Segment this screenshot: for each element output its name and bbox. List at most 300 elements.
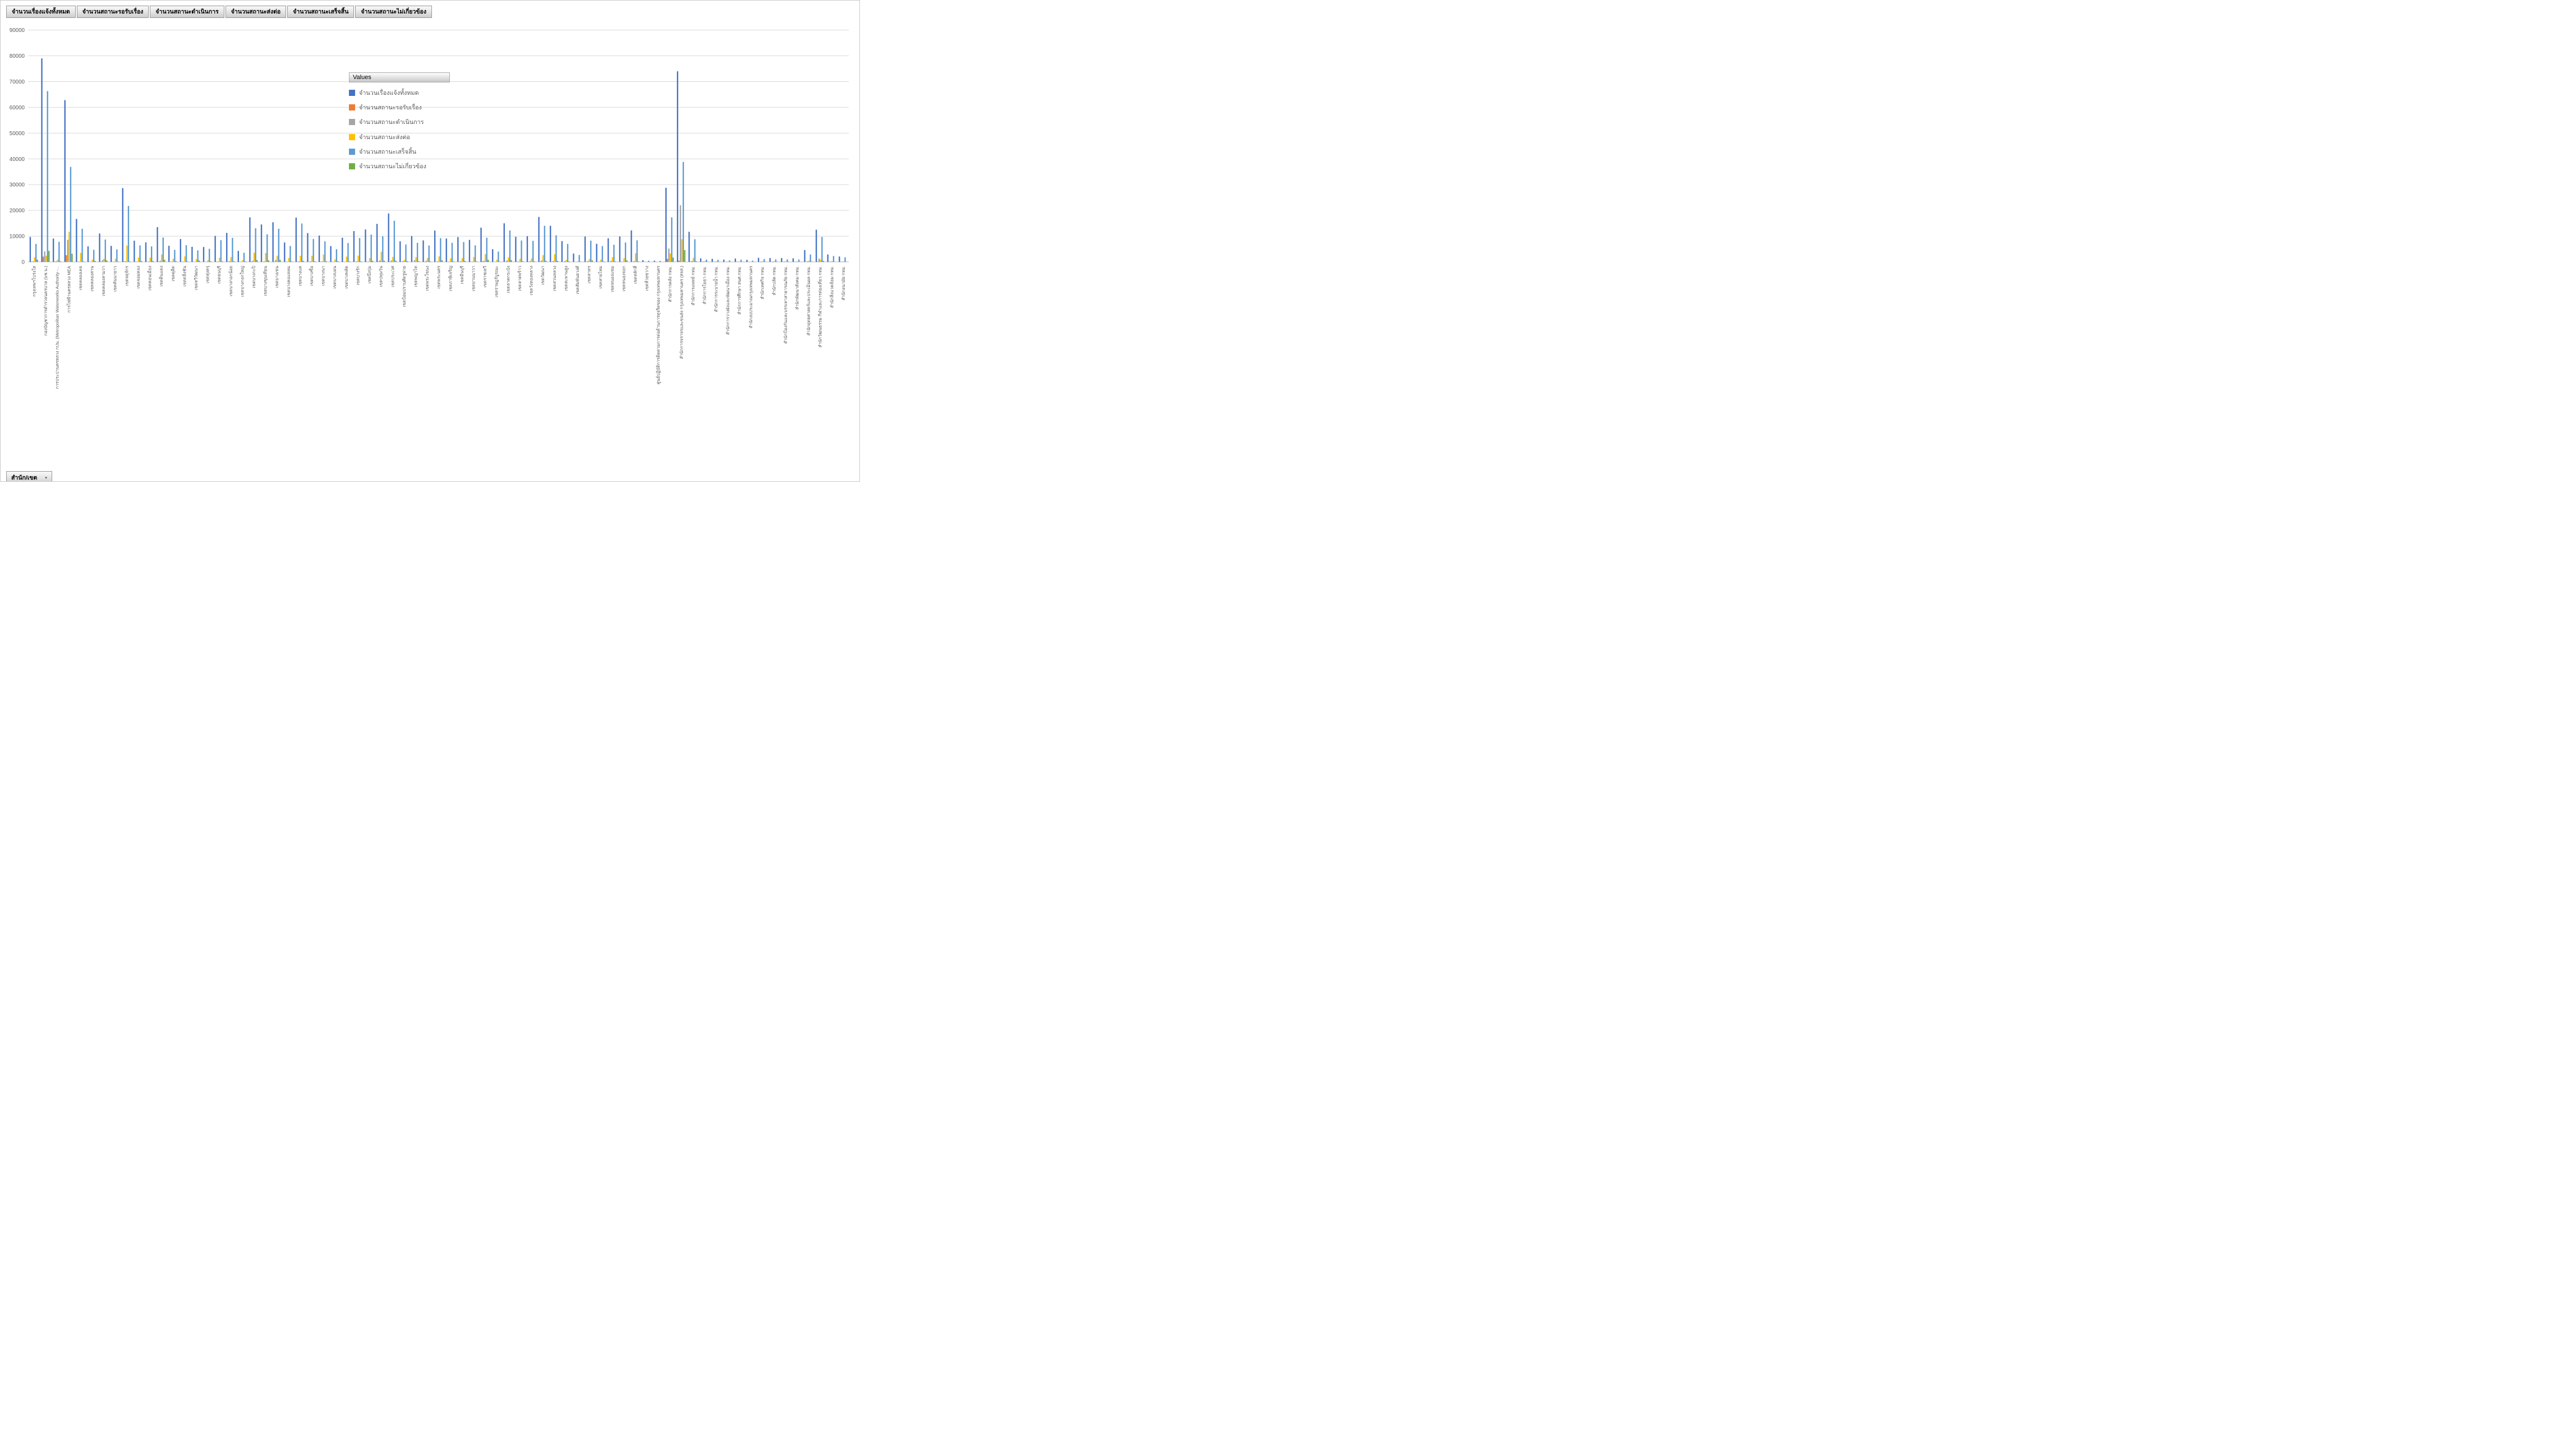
bar-series-5 — [371, 234, 372, 262]
bar-series-5 — [359, 238, 360, 262]
x-category-label: กรุงเทพฯโปร่งใส — [31, 266, 37, 297]
legend-entry — [349, 144, 450, 159]
y-tick-label: 90000 — [9, 27, 25, 34]
bar-series-6 — [823, 261, 824, 262]
x-category-label: สำนักปลัด กทม. — [771, 266, 777, 296]
x-category-label: เขตพระนคร — [436, 266, 441, 289]
bar-series-4 — [311, 256, 312, 262]
legend-entry-label: จำนวนสถานะไม่เกี่ยวข้อง — [359, 163, 426, 171]
bar-series-3 — [460, 261, 461, 262]
bar-series-5 — [763, 259, 765, 262]
bar-series-4 — [369, 258, 370, 262]
y-tick-label: 10000 — [9, 233, 25, 240]
legend-swatch-icon — [349, 134, 355, 140]
bar-series-1 — [88, 246, 89, 262]
bar-series-5 — [105, 239, 106, 262]
x-category-label: เขตบางรัก — [355, 266, 361, 285]
bar-series-4 — [288, 258, 289, 262]
bar-series-5 — [590, 241, 591, 262]
x-category-label: สำนักอนามัย กทม. — [840, 266, 846, 301]
bar-series-1 — [99, 233, 100, 262]
bar-series-5 — [429, 246, 430, 262]
bar-series-1 — [168, 246, 169, 262]
bar-series-4 — [277, 256, 278, 262]
bar-series-6 — [83, 261, 84, 262]
bar-series-3 — [541, 260, 542, 262]
x-category-label: เขตป้อมปราบศัตรูพ่าย — [401, 266, 407, 307]
bar-series-1 — [758, 258, 759, 262]
bar-series-6 — [71, 254, 72, 262]
bar-series-5 — [47, 91, 48, 262]
bar-series-1 — [111, 246, 112, 262]
legend-entry — [349, 100, 450, 114]
bar-series-5 — [394, 221, 395, 262]
bar-series-5 — [452, 243, 453, 262]
bar-series-1 — [342, 238, 343, 262]
bar-series-1 — [122, 188, 123, 262]
bar-series-3 — [830, 261, 831, 262]
bar-series-5 — [729, 260, 730, 262]
bar-series-5 — [128, 206, 129, 262]
x-category-label: สำนักการวางผังและพัฒนาเมือง กทม. — [725, 266, 730, 335]
legend-entry-label: จำนวนสถานะส่งต่อ — [359, 133, 410, 141]
bar-series-2 — [31, 261, 32, 262]
bar-series-5 — [740, 260, 742, 262]
bar-series-4 — [161, 255, 162, 262]
bar-series-4 — [415, 257, 416, 262]
bar-series-5 — [324, 241, 325, 262]
bar-series-6 — [118, 261, 119, 262]
bar-series-5 — [139, 245, 140, 262]
bar-series-4 — [323, 255, 324, 262]
bar-series-5 — [833, 256, 834, 262]
bar-series-3 — [102, 260, 103, 262]
bar-series-1 — [214, 236, 215, 262]
x-category-label: เขตหนองจอก — [621, 266, 627, 292]
bar-series-5 — [243, 253, 245, 262]
bar-series-2 — [482, 261, 483, 262]
bar-series-1 — [492, 249, 493, 262]
bar-series-1 — [41, 58, 42, 262]
y-tick-label: 0 — [21, 259, 25, 266]
bar-series-1 — [191, 247, 192, 262]
legend-entry — [349, 115, 450, 130]
legend-swatch-icon — [349, 119, 355, 125]
bar-series-1 — [770, 258, 771, 262]
bar-series-3 — [622, 261, 623, 262]
bar-series-5 — [498, 252, 499, 262]
bar-series-6 — [510, 260, 512, 262]
x-category-label: เขตดุสิต — [170, 266, 176, 282]
bar-series-4 — [623, 258, 624, 262]
legend-swatch-icon — [349, 149, 355, 155]
bar-series-6 — [684, 250, 685, 262]
bar-series-1 — [735, 259, 736, 262]
bar-series-2 — [690, 261, 691, 262]
bar-series-3 — [807, 261, 808, 262]
bar-series-4 — [473, 257, 474, 262]
bar-series-3 — [449, 261, 450, 262]
bar-series-6 — [453, 261, 454, 262]
bar-series-4 — [173, 259, 174, 262]
bar-series-3 — [633, 261, 634, 262]
bar-series-3 — [553, 261, 554, 262]
x-category-label: สำนักเทศกิจ กทม. — [760, 266, 765, 300]
value-field-button-3[interactable]: จำนวนสถานะดำเนินการ — [150, 6, 224, 18]
bar-series-4 — [80, 253, 81, 262]
bar-series-6 — [615, 261, 616, 262]
bar-series-2 — [540, 261, 541, 262]
x-category-label: เขตบางแค — [297, 266, 303, 286]
bar-series-6 — [176, 261, 177, 262]
bar-series-1 — [608, 238, 609, 262]
x-category-label: เขตวัฒนา — [540, 266, 546, 285]
x-category-label: เขตบางพลัด — [343, 266, 349, 289]
x-category-label: เขตบางซื่อ — [309, 266, 315, 286]
x-category-label: เขตมีนบุรี — [459, 266, 464, 284]
bar-series-1 — [700, 259, 701, 262]
bar-series-1 — [793, 259, 794, 262]
bar-series-1 — [596, 244, 597, 262]
x-category-label: เขตประเวศ — [390, 266, 395, 287]
bar-series-5 — [798, 260, 799, 262]
bar-series-1 — [261, 224, 262, 262]
bar-series-3 — [738, 261, 739, 262]
bar-series-5 — [486, 238, 487, 262]
x-category-label: เขตบางกะปิ — [251, 266, 257, 288]
bar-series-6 — [534, 261, 535, 262]
bar-series-3 — [818, 259, 820, 262]
bar-series-4 — [508, 257, 509, 262]
bar-series-6 — [811, 261, 812, 262]
bar-series-5 — [301, 224, 302, 262]
bar-series-6 — [418, 261, 419, 262]
bar-series-5 — [151, 246, 152, 262]
bar-series-5 — [844, 257, 845, 262]
bar-series-6 — [245, 261, 246, 262]
axis-field-button[interactable] — [6, 471, 52, 482]
bar-series-4 — [705, 261, 706, 262]
bar-series-5 — [312, 239, 314, 262]
bar-series-1 — [388, 214, 389, 262]
y-tick-label: 20000 — [9, 208, 25, 214]
value-field-button-5[interactable]: จำนวนสถานะเสร็จสิ้น — [287, 6, 354, 18]
bar-series-2 — [817, 261, 818, 262]
bar-series-5 — [706, 260, 707, 262]
x-category-label: สำนักการคลัง กทม. — [667, 266, 673, 302]
bar-series-3 — [402, 261, 403, 262]
bar-series-5 — [509, 231, 510, 262]
bar-series-4 — [381, 252, 382, 262]
bar-series-1 — [839, 256, 840, 262]
bar-series-3 — [33, 261, 34, 262]
x-category-label: เขตจตุจักร — [124, 266, 130, 286]
bar-series-1 — [711, 259, 712, 262]
bar-series-5 — [163, 238, 164, 262]
x-category-label: เขตบางขุนเทียน — [263, 266, 268, 296]
bar-series-3 — [67, 240, 68, 262]
bar-series-6 — [129, 261, 130, 262]
bar-series-6 — [499, 261, 500, 262]
bar-series-6 — [603, 261, 604, 262]
bar-series-1 — [457, 237, 458, 262]
x-category-label: เขตสาทร — [586, 266, 592, 284]
x-category-label: เขตสัมพันธวงศ์ — [574, 266, 580, 294]
bar-series-3 — [507, 260, 508, 262]
bar-series-1 — [180, 239, 181, 262]
bar-series-6 — [360, 261, 361, 262]
bar-series-6 — [441, 260, 443, 262]
bar-series-4 — [496, 260, 498, 262]
bar-series-1 — [365, 229, 366, 262]
bar-series-6 — [696, 261, 697, 262]
bar-series-3 — [841, 261, 843, 262]
bar-series-4 — [751, 261, 752, 262]
bar-series-3 — [680, 205, 681, 262]
bar-series-5 — [81, 229, 82, 262]
bar-series-1 — [157, 227, 158, 262]
bar-series-1 — [76, 219, 77, 262]
bar-series-6 — [673, 257, 674, 262]
x-category-label: การประปานครหลวง กปน. (Metropolitan Waterworks Authority -... — [54, 266, 60, 389]
bar-series-4 — [392, 257, 393, 262]
bar-series-1 — [665, 188, 666, 262]
x-category-label: เขตสะพานสูง — [563, 266, 569, 291]
bar-series-3 — [587, 261, 588, 262]
value-field-button-2[interactable]: จำนวนสถานะรอรับเรื่อง — [77, 6, 149, 18]
bar-series-5 — [648, 261, 649, 262]
x-category-label: สำนักการศึกษา สนศ.กทม. — [737, 266, 742, 315]
bar-series-4 — [184, 256, 185, 262]
bar-series-3 — [518, 261, 519, 262]
bar-series-4 — [554, 254, 555, 262]
bar-series-3 — [321, 261, 323, 262]
bar-series-6 — [464, 261, 466, 262]
bar-series-1 — [781, 258, 782, 262]
bar-series-2 — [678, 261, 679, 262]
bar-series-5 — [578, 255, 579, 262]
legend-items — [349, 85, 450, 174]
x-category-label: เขตภาษีเจริญ — [448, 266, 453, 292]
bar-series-5 — [174, 250, 175, 262]
bar-series-1 — [619, 237, 620, 262]
x-category-label: สำนักพัฒนาสังคม กทม. — [794, 266, 800, 310]
bar-series-6 — [222, 261, 223, 262]
legend-values-button[interactable]: Values — [349, 72, 450, 82]
y-tick-label: 30000 — [9, 182, 25, 188]
bar-series-3 — [79, 261, 80, 262]
bar-series-1 — [804, 250, 805, 262]
bar-series-5 — [602, 246, 603, 262]
bar-series-3 — [784, 261, 785, 262]
bar-series-4 — [34, 257, 35, 262]
bar-series-4 — [785, 261, 786, 262]
bar-series-4 — [565, 260, 567, 262]
bar-series-4 — [612, 257, 613, 262]
bar-series-1 — [238, 251, 239, 262]
bar-series-4 — [762, 261, 763, 262]
value-field-button-1[interactable]: จำนวนเรื่องแจ้งทั้งหมด — [6, 6, 76, 18]
bar-series-3 — [229, 261, 230, 262]
bar-series-4 — [57, 260, 58, 262]
bar-series-3 — [761, 261, 762, 262]
x-category-label: เขตสายไหม — [598, 266, 604, 289]
bar-series-1 — [226, 233, 227, 262]
bar-series-2 — [667, 259, 668, 262]
bar-series-1 — [434, 231, 435, 262]
bar-series-5 — [671, 218, 672, 262]
bar-series-6 — [476, 261, 477, 262]
bar-series-6 — [60, 261, 61, 262]
bar-series-4 — [728, 261, 729, 262]
x-category-label: เขตยานนาวา — [471, 266, 476, 292]
bar-series-3 — [183, 261, 184, 262]
bar-series-5 — [417, 243, 418, 262]
x-category-label: เขตหนองแขม — [609, 266, 615, 292]
bar-series-3 — [56, 261, 57, 262]
bar-series-5 — [440, 238, 441, 262]
x-category-label: เขตหลักสี่ — [632, 266, 638, 284]
bar-series-4 — [103, 259, 104, 262]
x-category-label: กองบัญชาการตำรวจนครบาล (บช.น.) — [43, 266, 49, 336]
bar-series-4 — [439, 256, 440, 262]
value-field-button-6[interactable]: จำนวนสถานะไม่เกี่ยวข้อง — [355, 6, 432, 18]
bar-series-4 — [346, 257, 347, 262]
bar-series-6 — [106, 260, 107, 262]
bar-series-5 — [717, 260, 719, 262]
bar-series-6 — [199, 260, 200, 262]
legend-swatch-icon — [349, 104, 355, 110]
bar-series-3 — [264, 261, 265, 262]
bar-series-4 — [681, 239, 682, 262]
bar-series-1 — [134, 241, 135, 262]
bar-series-4 — [462, 258, 463, 262]
bar-series-5 — [555, 235, 556, 262]
bar-series-6 — [291, 261, 292, 262]
y-tick-label: 40000 — [9, 156, 25, 163]
bar-series-4 — [196, 259, 197, 262]
x-category-label: สำนักยุทธศาสตร์และประเมินผล กทม. — [806, 266, 812, 336]
bar-series-4 — [242, 260, 243, 262]
bar-series-2 — [43, 257, 44, 262]
bar-series-1 — [677, 71, 678, 262]
bar-series-3 — [298, 261, 300, 262]
bar-series-6 — [153, 261, 154, 262]
bar-series-5 — [532, 241, 533, 262]
bar-series-1 — [527, 236, 528, 262]
x-category-label: สำนักงบประมาณกรุงเทพมหานคร — [748, 266, 754, 329]
bar-series-4 — [404, 260, 405, 262]
bar-series-1 — [30, 237, 31, 262]
bar-series-6 — [337, 261, 338, 262]
bar-series-3 — [472, 261, 473, 262]
bar-series-5 — [186, 245, 187, 262]
bar-series-2 — [389, 261, 390, 262]
bar-series-4 — [739, 261, 740, 262]
x-category-label: ศูนย์ปฏิบัติการติดตามการต่อต้านการทุจริตของ กรุงเทพมหานคร — [656, 266, 661, 385]
bar-series-6 — [407, 261, 408, 262]
bar-series-1 — [422, 241, 424, 262]
legend — [349, 72, 450, 174]
bar-series-6 — [626, 260, 627, 262]
bar-series-4 — [149, 257, 150, 262]
bar-series-3 — [44, 251, 45, 262]
bar-series-5 — [35, 244, 36, 262]
bar-series-3 — [310, 261, 311, 262]
bar-series-1 — [631, 231, 632, 262]
bar-series-5 — [266, 234, 268, 262]
x-category-label: สำนักการโยธา กทม. — [702, 266, 707, 305]
bar-series-6 — [487, 260, 489, 262]
y-tick-label: 80000 — [9, 53, 25, 60]
bar-series-4 — [334, 260, 335, 262]
value-field-button-4[interactable]: จำนวนสถานะส่งต่อ — [226, 6, 286, 18]
bar-series-6 — [349, 261, 350, 262]
bar-series-6 — [314, 261, 315, 262]
bar-series-5 — [382, 236, 383, 262]
bar-series-2 — [123, 261, 125, 262]
bar-series-6 — [164, 260, 165, 262]
bar-series-1 — [145, 242, 146, 262]
bar-series-5 — [660, 261, 661, 262]
bar-series-5 — [810, 255, 811, 262]
bar-series-5 — [625, 242, 626, 262]
bar-series-5 — [58, 242, 59, 262]
bar-series-1 — [723, 260, 724, 262]
bar-series-1 — [319, 236, 320, 262]
legend-entry — [349, 159, 450, 173]
bar-series-5 — [405, 245, 406, 262]
x-category-label: เขตทวีวัฒนา — [193, 266, 199, 291]
bar-series-4 — [68, 232, 70, 262]
bar-series-4 — [207, 260, 208, 262]
bar-series-5 — [255, 228, 256, 262]
bar-series-1 — [688, 232, 689, 262]
bar-series-6 — [395, 261, 396, 262]
bar-series-1 — [562, 241, 563, 262]
x-category-label: เขตทุ่งครุ — [205, 266, 210, 283]
x-category-label: เขตบางกอกใหญ่ — [240, 266, 245, 297]
bar-series-2 — [54, 261, 56, 262]
bar-series-3 — [414, 260, 415, 262]
bar-series-2 — [251, 261, 252, 262]
bar-series-6 — [568, 261, 569, 262]
bar-series-1 — [573, 254, 574, 262]
x-category-label: เขตบางบอน — [332, 266, 338, 289]
bar-series-5 — [613, 245, 614, 262]
x-category-label: เขตคันนายาว — [112, 266, 118, 292]
bar-series-6 — [141, 261, 142, 262]
bar-series-1 — [296, 218, 297, 262]
legend-entry — [349, 85, 450, 100]
x-category-label: เขตลาดกระบัง — [505, 266, 511, 293]
bar-series-4 — [808, 261, 809, 262]
bar-series-3 — [252, 261, 253, 262]
bar-series-5 — [821, 237, 822, 262]
bar-series-4 — [427, 258, 428, 262]
bar-series-4 — [531, 259, 532, 262]
bar-series-1 — [53, 238, 54, 262]
x-category-label: เขตบางนา — [320, 266, 326, 286]
bar-series-6 — [638, 261, 639, 262]
axis-field-button-label: สำนัก/เขต — [11, 474, 38, 481]
bar-series-4 — [265, 253, 266, 262]
bar-series-4 — [300, 256, 301, 262]
bar-series-4 — [231, 257, 232, 262]
bar-series-5 — [521, 241, 522, 262]
x-category-label: เขตดอนเมือง — [147, 266, 153, 291]
bar-series-1 — [469, 240, 470, 262]
